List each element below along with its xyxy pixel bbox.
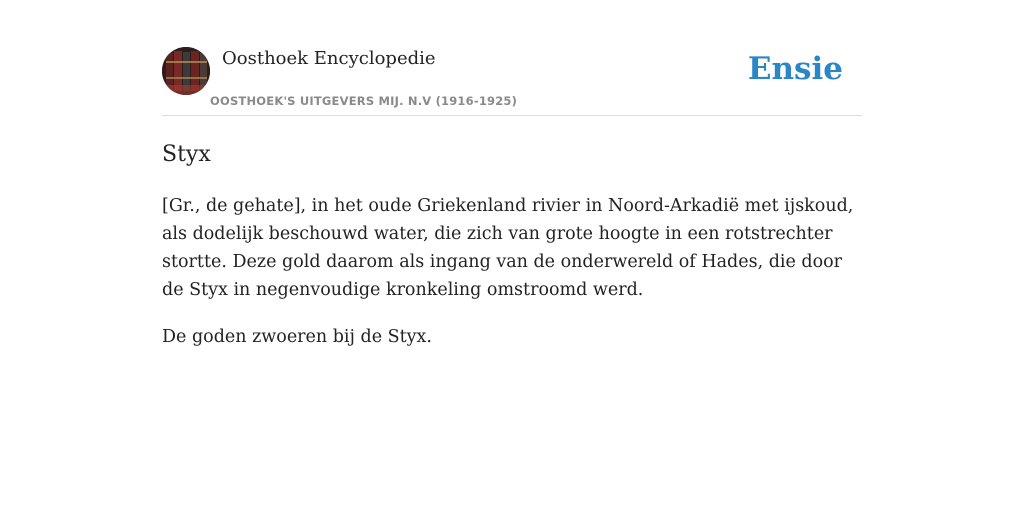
entry-paragraph: [Gr., de gehate], in het oude Griekenland rivier in Noord-Arkadië met ijskoud, als dodelijk beschouwd water, die zich van grote hoogte in een rotstrechter stortte. Deze gold daarom als ingang van de onderwereld of Hades, die door de Styx in negenvoudige kronkeling omstroomd werd. <box>162 196 854 300</box>
source-header <box>162 47 862 116</box>
page <box>162 0 862 351</box>
entry-paragraph: De goden zwoeren bij de Styx. <box>162 327 432 347</box>
brand-logo[interactable]: Ensie <box>747 51 843 87</box>
entry-body <box>162 192 862 351</box>
book-spines-icon <box>162 47 210 95</box>
entry-title: Styx <box>162 142 211 167</box>
source-title[interactable]: Oosthoek Encyclopedie <box>222 48 436 69</box>
source-avatar[interactable] <box>162 47 210 95</box>
source-publisher: OOSTHOEK'S UITGEVERS MIJ. N.V (1916-1925) <box>210 94 518 108</box>
